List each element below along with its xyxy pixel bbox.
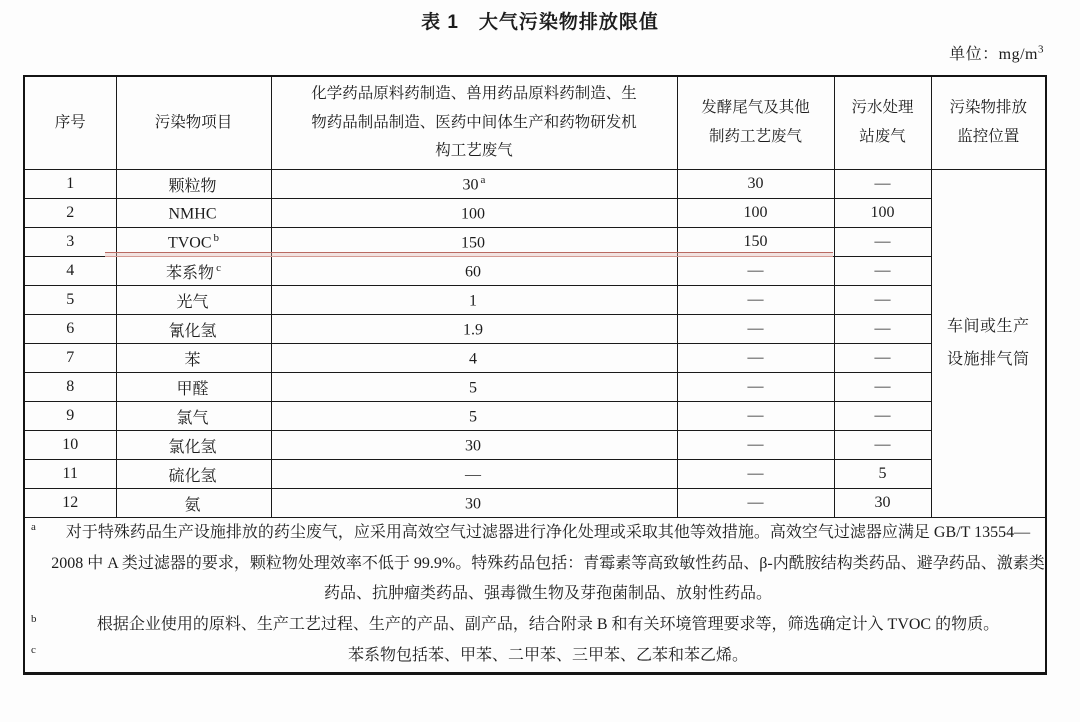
cell-row-number: 12 [24,489,116,518]
cell-fermentation-limit: — [677,315,834,344]
cell-pollutant-name: 颗粒物 [116,170,271,199]
cell-process-main-limit: 30 $^a$ [271,170,677,199]
cell-fermentation-limit: — [677,489,834,518]
cell-process-main-limit: 1 [271,286,677,315]
cell-pollutant-name: 苯 [116,344,271,373]
cell-process-main-limit: 30 [271,431,677,460]
cell-pollutant-name: 硫化氢 [116,460,271,489]
table-row [24,402,1046,431]
cell-process-main-limit: 1.9 [271,315,677,344]
cell-row-number: 7 [24,344,116,373]
footnote-c-marker: c [31,643,36,656]
unit-prefix: 单位：mg/m [949,46,1038,63]
header-monitor-location: 污染物排放监控位置 [931,76,1046,170]
cell-wastewater-limit: — [834,402,931,431]
emission-limits-table [23,75,1047,675]
cell-row-number: 8 [24,373,116,402]
footnotes-cell [24,518,1046,674]
cell-pollutant-name: TVOC $^b$ [116,228,271,257]
cell-pollutant-name: 氯气 [116,402,271,431]
cell-pollutant-name: 光气 [116,286,271,315]
cell-row-number: 1 [24,170,116,199]
cell-wastewater-limit: — [834,431,931,460]
pollutant-footnote-ref: c [216,262,221,275]
cell-monitor-location [931,170,1046,518]
unit-exponent: 3 [1038,43,1044,56]
cell-fermentation-limit: — [677,431,834,460]
table-row [24,199,1046,228]
cell-row-number: 5 [24,286,116,315]
footnote-a-text: 对于特殊药品生产设施排放的药尘废气，应采用高效空气过滤器进行净化处理或采取其他等效措施。高效空气过滤器应满足 GB/T 13554—2008 中 A 类过滤器的要求，颗粒物处理效率不低于 99.9%。特殊药品包括：青霉素等高致敏性药品、β-内酰胺结构类药品、避孕药品、激素类药品、抗肿瘤类药品、强毒微生物及芽孢菌制品、放射性药品。 [51,524,1045,603]
cell-row-number: 11 [24,460,116,489]
table-row [24,489,1046,518]
cell-row-number: 4 [24,257,116,286]
cell-process-main-limit: 150 [271,228,677,257]
cell-wastewater-limit: — [834,315,931,344]
cell-pollutant-name: 氰化氢 [116,315,271,344]
cell-wastewater-limit: — [834,228,931,257]
table-row [24,431,1046,460]
cell-fermentation-limit: — [677,257,834,286]
footnote-row [24,518,1046,674]
header-process-main: 化学药品原料药制造、兽用药品原料药制造、生物药品制品制造、医药中间体生产和药物研发机构工艺废气 [271,76,677,170]
cell-row-number: 2 [24,199,116,228]
cell-pollutant-name: NMHC [116,199,271,228]
cell-fermentation-limit: 30 [677,170,834,199]
cell-process-main-limit: 60 [271,257,677,286]
cell-row-number: 10 [24,431,116,460]
cell-pollutant-name: 氯化氢 [116,431,271,460]
header-pollutant: 污染物项目 [116,76,271,170]
header-row [24,76,1046,170]
cell-fermentation-limit: — [677,344,834,373]
cell-process-main-limit: 4 [271,344,677,373]
unit-label [949,41,1044,64]
footnote-b [25,610,1045,641]
table-row [24,170,1046,199]
cell-fermentation-limit: — [677,286,834,315]
cell-wastewater-limit: 30 [834,489,931,518]
cell-process-main-limit: 30 [271,489,677,518]
cell-wastewater-limit: — [834,257,931,286]
limit-footnote-ref: a [480,173,486,186]
footnote-c-text: 苯系物包括苯、甲苯、二甲苯、三甲苯、乙苯和苯乙烯。 [347,646,748,664]
cell-pollutant-name: 氨 [116,489,271,518]
cell-pollutant-name: 甲醛 [116,373,271,402]
header-index: 序号 [24,76,116,170]
pollutant-table-body [24,170,1046,518]
table-row [24,460,1046,489]
header-fermentation: 发酵尾气及其他制药工艺废气 [677,76,834,170]
table-row [24,315,1046,344]
cell-wastewater-limit: — [834,286,931,315]
cell-row-number: 6 [24,315,116,344]
footnote-b-marker: b [31,613,37,626]
footnote-a [25,518,1045,610]
footnote-a-marker: a [31,521,36,533]
cell-pollutant-name: 苯系物 $^c$ [116,257,271,286]
cell-row-number: 3 [24,228,116,257]
cell-process-main-limit: 5 [271,402,677,431]
cell-wastewater-limit: 100 [834,199,931,228]
table-row [24,344,1046,373]
cell-process-main-limit: 5 [271,373,677,402]
cell-fermentation-limit: 100 [677,199,834,228]
pollutant-footnote-ref: b [213,231,220,244]
cell-fermentation-limit: 150 [677,228,834,257]
cell-fermentation-limit: — [677,460,834,489]
table-row [24,228,1046,257]
table-row [24,257,1046,286]
cell-process-main-limit: — [271,460,677,489]
table-title: 表 1 大气污染物排放限值 [421,12,659,33]
table-row [24,286,1046,315]
table-row [24,373,1046,402]
cell-wastewater-limit: — [834,373,931,402]
cell-wastewater-limit: — [834,170,931,199]
footnote-c [25,641,1045,672]
monitor-location-text: 车间或生产设施排气筒 [946,317,1030,368]
cell-wastewater-limit: 5 [834,460,931,489]
cell-fermentation-limit: — [677,402,834,431]
cell-row-number: 9 [24,402,116,431]
cell-process-main-limit: 100 [271,199,677,228]
footnote-b-text: 根据企业使用的原料、生产工艺过程、生产的产品、副产品，结合附录 B 和有关环境管理要求等，筛选确定计入 TVOC 的物质。 [96,616,1000,634]
cell-wastewater-limit: — [834,344,931,373]
header-wastewater: 污水处理站废气 [834,76,931,170]
cell-fermentation-limit: — [677,373,834,402]
